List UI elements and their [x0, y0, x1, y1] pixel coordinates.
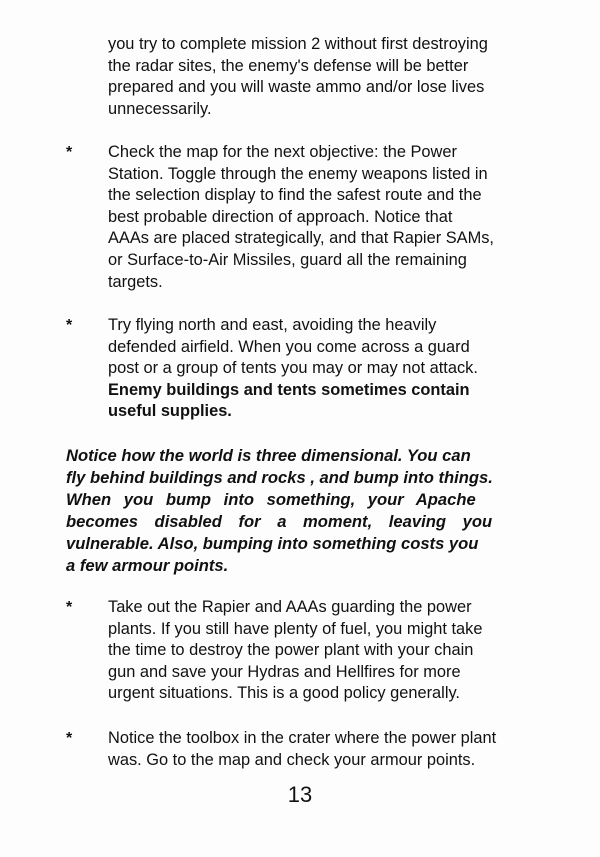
text-line: AAAs are placed strategically, and that Rapier SAMs,	[108, 229, 494, 248]
text-line: Station. Toggle through the enemy weapons listed in	[108, 164, 488, 183]
bullet-marker: *	[66, 599, 73, 616]
text-line: the radar sites, the enemy's defense will be better	[108, 56, 469, 75]
text-line: prepared and you will waste ammo and/or lose lives	[108, 78, 485, 97]
text-line: or Surface-to-Air Missiles, guard all the remaining	[108, 250, 467, 269]
text-line: targets.	[108, 272, 163, 291]
text-line: was. Go to the map and check your armour points.	[108, 750, 476, 769]
text-line: Notice the toolbox in the crater where the power plant	[108, 729, 497, 747]
text-line: best probable direction of approach. Notice that	[108, 207, 453, 226]
bullet-text	[108, 728, 548, 771]
notice-line: fly behind buildings and rocks , and bump into things.	[66, 468, 493, 487]
notice-line: Notice how the world is three dimensional. You can	[66, 446, 471, 465]
continuation-paragraph	[108, 34, 548, 120]
notice-line: a few armour points.	[66, 556, 229, 575]
text-line: Take out the Rapier and AAAs guarding the power	[108, 598, 472, 616]
bullet-marker: *	[66, 317, 73, 334]
text-line: plants. If you still have plenty of fuel, you might take	[108, 619, 483, 638]
text-line: Check the map for the next objective: the Power	[108, 143, 457, 161]
bold-text-line: Enemy buildings and tents sometimes contain	[108, 380, 470, 399]
bullet-marker: *	[66, 730, 73, 747]
bullet-text	[108, 597, 548, 705]
bullet-text	[108, 315, 548, 423]
text-line: you try to complete mission 2 without first destroying	[108, 35, 488, 53]
bold-text-line: useful supplies.	[108, 402, 232, 421]
text-line: the time to destroy the power plant with your chain	[108, 641, 474, 660]
text-line: urgent situations. This is a good policy generally.	[108, 684, 460, 703]
text-line: Try flying north and east, avoiding the heavily	[108, 316, 437, 334]
text-line: unnecessarily.	[108, 99, 212, 118]
text-line: post or a group of tents you may or may not attack.	[108, 359, 478, 378]
bullet-marker: *	[66, 144, 73, 161]
page-number: 13	[287, 782, 313, 807]
text-line: defended airfield. When you come across a guard	[108, 337, 470, 356]
bullet-text	[108, 142, 548, 293]
notice-paragraph	[66, 445, 544, 577]
text-line: the selection display to find the safest route and the	[108, 186, 482, 205]
notice-line: vulnerable. Also, bumping into something costs you	[66, 534, 479, 553]
notice-line: When you bump into something, your Apache	[66, 490, 476, 509]
text-line: gun and save your Hydras and Hellfires for more	[108, 662, 461, 681]
notice-line: becomes disabled for a moment, leaving you	[66, 512, 493, 531]
